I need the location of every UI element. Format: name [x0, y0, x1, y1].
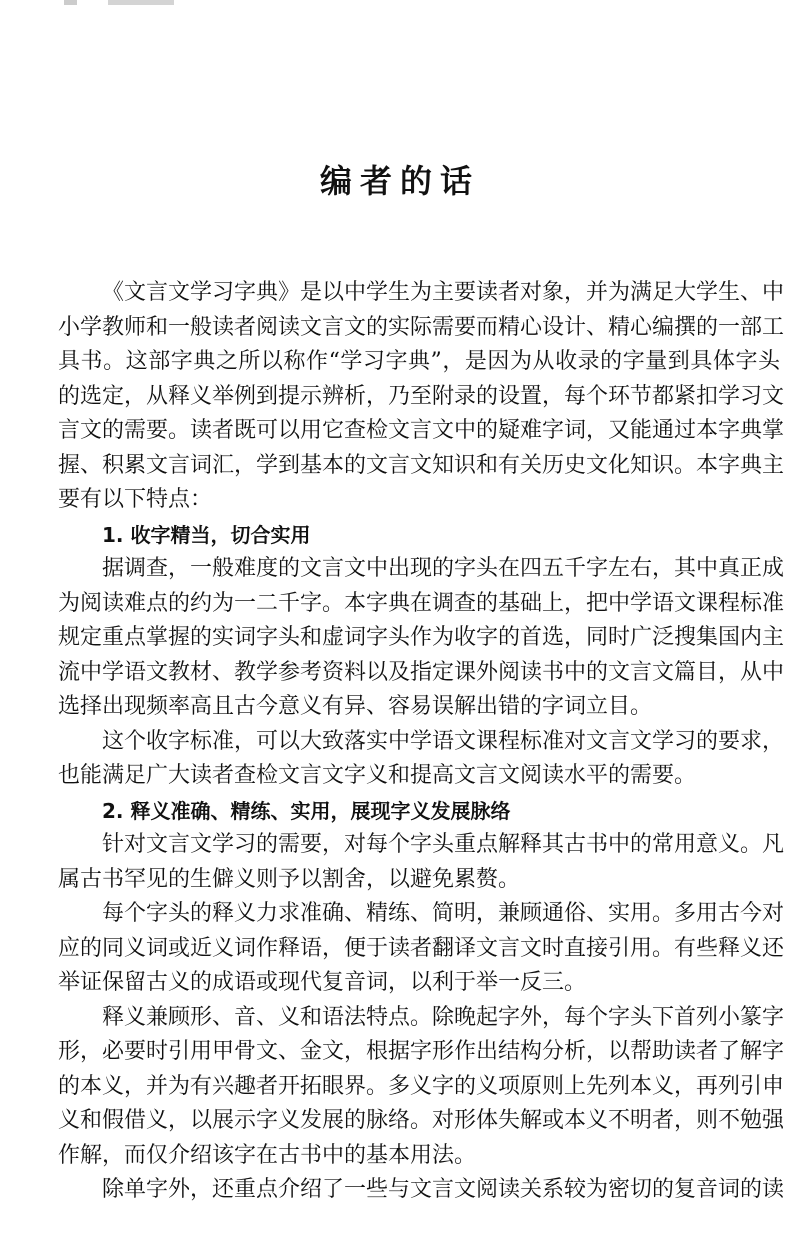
text-line: 针对文言文学习的需要，对每个字头重点解释其古书中的常用意义。凡: [102, 832, 785, 857]
text-line: 作解，而仅介绍该字在古书中的基本用法。: [58, 1142, 477, 1168]
text-line: 握、积累文言词汇，学到基本的文言文知识和有关历史文化知识。本字典主: [58, 452, 785, 478]
text-line: 形，必要时引用甲骨文、金文，根据字形作出结构分析，以帮助读者了解字: [58, 1039, 785, 1064]
text-line: 具书。这部字典之所以称作“学习字典”，是因为从收录的字量到具体字头: [58, 349, 780, 374]
section-heading: 1. 收字精当，切合实用: [102, 522, 311, 547]
text-line: 的选定，从释义举例到提示辨析，乃至附录的设置，每个环节都紧扣学习文: [58, 383, 785, 409]
text-line: 除单字外，还重点介绍了一些与文言文阅读关系较为密切的复音词的读: [102, 1177, 785, 1202]
text-line: 小学教师和一般读者阅读文言文的实际需要而精心设计、精心编撰的一部工: [58, 314, 785, 340]
text-line: 据调查，一般难度的文言文中出现的字头在四五千字左右，其中真正成: [102, 556, 785, 581]
text-line: 义和假借义，以展示字义发展的脉络。对形体失解或本义不明者，则不勉强: [58, 1108, 785, 1133]
text-line: 言文的需要。读者既可以用它查检文言文中的疑难字词，又能通过本字典掌: [58, 418, 785, 443]
text-line: 《文言文学习字典》是以中学生为主要读者对象，并为满足大学生、中: [102, 280, 785, 305]
page-title: 编者的话: [319, 162, 480, 200]
text-line: 的本义，并为有兴趣者开拓眼界。多义字的义项原则上先列本义，再列引申: [58, 1073, 785, 1099]
text-line: 这个收字标准，可以大致落实中学语文课程标准对文言文学习的要求，: [102, 728, 785, 754]
text-line: 属古书罕见的生僻义则予以割舍，以避免累赘。: [58, 866, 521, 892]
text-line: 每个字头的释义力求准确、精练、简明，兼顾通俗、实用。多用古今对: [102, 901, 785, 926]
text-line: 应的同义词或近义词作释语，便于读者翻译文言文时直接引用。有些释义还: [58, 935, 785, 961]
scan-artifact: [64, 0, 174, 5]
section-heading: 2. 释义准确、精练、实用，展现字义发展脉络: [102, 798, 511, 823]
text-line: 释义兼顾形、音、义和语法特点。除晚起字外，每个字头下首列小篆字: [102, 1004, 785, 1030]
text-line: 选择出现频率高且古今意义有异、容易误解出错的字词立目。: [58, 694, 653, 719]
text-line: 规定重点掌握的实词字头和虚词字头作为收字的首选，同时广泛搜集国内主: [58, 625, 785, 650]
text-line: 为阅读难点的约为一二千字。本字典在调查的基础上，把中学语文课程标准: [58, 590, 785, 616]
text-line: 也能满足广大读者查检文言文字义和提高文言文阅读水平的需要。: [58, 763, 697, 788]
text-line: 流中学语文教材、教学参考资料以及指定课外阅读书中的文言文篇目，从中: [58, 659, 785, 685]
preface-body: [58, 276, 785, 1208]
text-line: 要有以下特点：: [58, 487, 213, 512]
text-line: 举证保留古义的成语或现代复音词，以利于举一反三。: [58, 970, 587, 995]
